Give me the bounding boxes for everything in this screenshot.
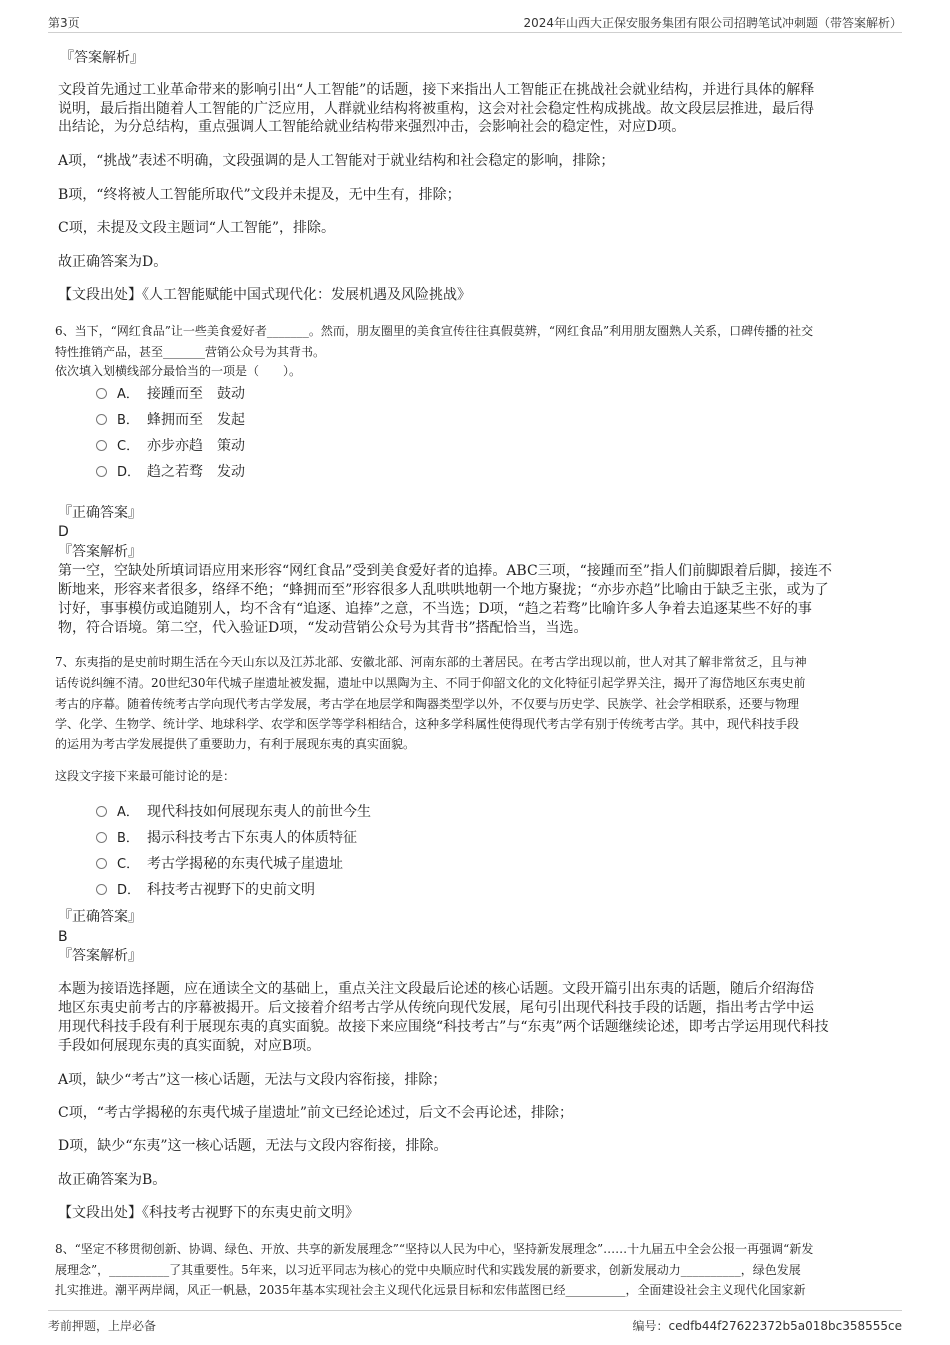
q5-analysis-line: 文段首先通过工业革命带来的影响引出“人工智能”的话题，接下来指出人工智能正在挑战社会就业结构，并进行具体的解释 — [58, 82, 815, 98]
q6-option-b[interactable]: B． 蜂拥而至 发起 — [96, 411, 245, 430]
q7-option-c[interactable]: C． 考古学揭秘的东夷代城子崖遗址 — [96, 855, 343, 874]
q7-source: 【文段出处】《科技考古视野下的东夷史前文明》 — [58, 1205, 359, 1221]
q5-note-a: A项，“挑战”表述不明确，文段强调的是人工智能对于就业结构和社会稳定的影响，排除； — [58, 153, 615, 169]
radio-icon[interactable] — [96, 466, 107, 477]
q5-conclusion: 故正确答案为D。 — [58, 254, 168, 270]
q7-analysis-label: 『答案解析』 — [58, 948, 142, 964]
radio-icon[interactable] — [96, 414, 107, 425]
q6-stem-line: 特性推销产品，甚至_______营销公众号为其背书。 — [55, 345, 326, 359]
q7-note-d: D项，缺少“东夷”这一核心话题，无法与文段内容衔接，排除。 — [58, 1138, 448, 1154]
q6-option-a[interactable]: A． 接踵而至 鼓动 — [96, 385, 245, 404]
q7-analysis-line: 用现代科技手段有利于展现东夷的真实面貌。故接下来应围绕“科技考古”与“东夷”两个话题继续论述，即考古学运用现代科技 — [58, 1019, 829, 1035]
page-header — [48, 10, 902, 33]
q5-analysis-line: 说明，最后指出随着人工智能的广泛应用，人群就业结构将被重构，这会对社会稳定性构成挑战。故文段层层推进，最后得 — [58, 101, 814, 117]
radio-icon[interactable] — [96, 858, 107, 869]
q5-note-c: C项，未提及文段主题词“人工智能”，排除。 — [58, 220, 336, 236]
q6-stem-line: 6、当下，“网红食品”让一些美食爱好者_______。然而，朋友圈里的美食宣传往往真假莫辨，“网红食品”利用朋友圈熟人关系，口碑传播的社交 — [55, 324, 814, 338]
q6-option-d[interactable]: D． 趋之若骛 发动 — [96, 463, 245, 482]
radio-icon[interactable] — [96, 832, 107, 843]
radio-icon[interactable] — [96, 388, 107, 399]
q8-stem-line: 展理念”，__________了其重要性。5年来，以习近平同志为核心的党中央顺应时代和实践发展的新要求，创新发展动力__________，绿色发展 — [55, 1263, 801, 1277]
q5-source: 【文段出处】《人工智能赋能中国式现代化：发展机遇及风险挑战》 — [58, 287, 471, 303]
page-number: 第3页 — [48, 16, 80, 30]
q6-analysis-line: 断地来，形容来者很多，络绎不绝；“蜂拥而至”形容很多人乱哄哄地朝一个地方聚拢；“亦步亦趋”比喻由于缺乏主张，或为了 — [58, 582, 829, 598]
q7-analysis-line: 手段如何展现东夷的真实面貌，对应B项。 — [58, 1038, 321, 1054]
document-code: 编号：cedfb44f27622372b5a018bc358555ce — [632, 1319, 902, 1333]
q7-question: 这段文字接下来最可能讨论的是： — [55, 769, 236, 783]
q6-analysis-line: 物，符合语境。第二空，代入验证D项，“发动营销公众号为其背书”搭配恰当，当选。 — [58, 620, 588, 636]
q7-stem-line: 话传说纠缠不清。20世纪30年代城子崖遗址被发掘，遗址中以黑陶为主、不同于仰韶文化的文化特征引起学界关注，揭开了海岱地区东夷史前 — [55, 676, 806, 690]
q7-stem-line: 的运用为考古学发展提供了重要助力，有利于展现东夷的真实面貌。 — [55, 737, 416, 751]
q7-analysis-line: 地区东夷史前考古的序幕被揭开。后文接着介绍考古学从传统向现代发展，尾句引出现代科技手段的话题，指出考古学中运 — [58, 1000, 814, 1016]
q7-answer: B — [58, 929, 68, 945]
radio-icon[interactable] — [96, 806, 107, 817]
q7-option-a[interactable]: A． 现代科技如何展现东夷人的前世今生 — [96, 803, 371, 822]
q5-analysis-label: 『答案解析』 — [60, 50, 144, 66]
document-title: 2024年山西大正保安服务集团有限公司招聘笔试冲刺题（带答案解析） — [523, 16, 902, 30]
q7-analysis-line: 本题为接语选择题，应在通读全文的基础上，重点关注文段最后论述的核心话题。文段开篇引出东夷的话题，随后介绍海岱 — [58, 981, 814, 997]
q6-answer: D — [58, 524, 69, 540]
footer-slogan: 考前押题，上岸必备 — [48, 1319, 157, 1333]
q7-stem-line: 学、化学、生物学、统计学、地球科学、农学和医学等学科相结合，这种多学科属性使得现代考古学有别于传统考古学。其中，现代科技手段 — [55, 717, 800, 731]
q6-option-c[interactable]: C． 亦步亦趋 策动 — [96, 437, 245, 456]
page-footer — [48, 1310, 902, 1333]
radio-icon[interactable] — [96, 440, 107, 451]
q5-note-b: B项，“终将被人工智能所取代”文段并未提及，无中生有，排除； — [58, 187, 461, 203]
q6-question: 依次填入划横线部分最恰当的一项是（ ）。 — [55, 364, 302, 378]
document-code-value: cedfb44f27622372b5a018bc358555ce — [668, 1319, 902, 1333]
q6-answer-label: 『正确答案』 — [58, 505, 142, 521]
q7-stem-line: 7、东夷指的是史前时期生活在今天山东以及江苏北部、安徽北部、河南东部的土著居民。在考古学出现以前，世人对其了解非常贫乏，且与神 — [55, 655, 807, 669]
q7-answer-label: 『正确答案』 — [58, 909, 142, 925]
radio-icon[interactable] — [96, 884, 107, 895]
q8-stem-line: 8、“坚定不移贯彻创新、协调、绿色、开放、共享的新发展理念”“坚持以人民为中心，坚持新发展理念”……十九届五中全会公报一再强调“新发 — [55, 1242, 814, 1256]
q7-option-d[interactable]: D． 科技考古视野下的史前文明 — [96, 881, 315, 900]
q7-note-c: C项，“考古学揭秘的东夷代城子崖遗址”前文已经论述过，后文不会再论述，排除； — [58, 1105, 574, 1121]
q6-analysis-label: 『答案解析』 — [58, 544, 142, 560]
q5-analysis-line: 出结论，为分总结构，重点强调人工智能给就业结构带来强烈冲击，会影响社会的稳定性，对应D项。 — [58, 119, 686, 135]
q6-analysis-line: 讨好，事事模仿或追随别人，均不含有“追逐、追捧”之意，不当选；D项，“趋之若骛”比喻许多人争着去追逐某些不好的事 — [58, 601, 812, 617]
q7-stem-line: 考古的序幕。随着传统考古学向现代考古学发展，考古学在地层学和陶器类型学以外，不仅要与历史学、民族学、社会学相联系，还要与物理 — [55, 697, 800, 711]
q8-stem-line: 扎实推进。潮平两岸阔，风正一帆悬，2035年基本实现社会主义现代化远景目标和宏伟蓝图已经__________，全面建设社会主义现代化国家新 — [55, 1283, 806, 1297]
q7-conclusion: 故正确答案为B。 — [58, 1172, 167, 1188]
q7-note-a: A项，缺少“考古”这一核心话题，无法与文段内容衔接，排除； — [58, 1072, 447, 1088]
q6-analysis-line: 第一空，空缺处所填词语应用来形容“网红食品”受到美食爱好者的追捧。ABC三项，“接踵而至”指人们前脚跟着后脚，接连不 — [58, 563, 832, 579]
q7-option-b[interactable]: B． 揭示科技考古下东夷人的体质特征 — [96, 829, 357, 848]
